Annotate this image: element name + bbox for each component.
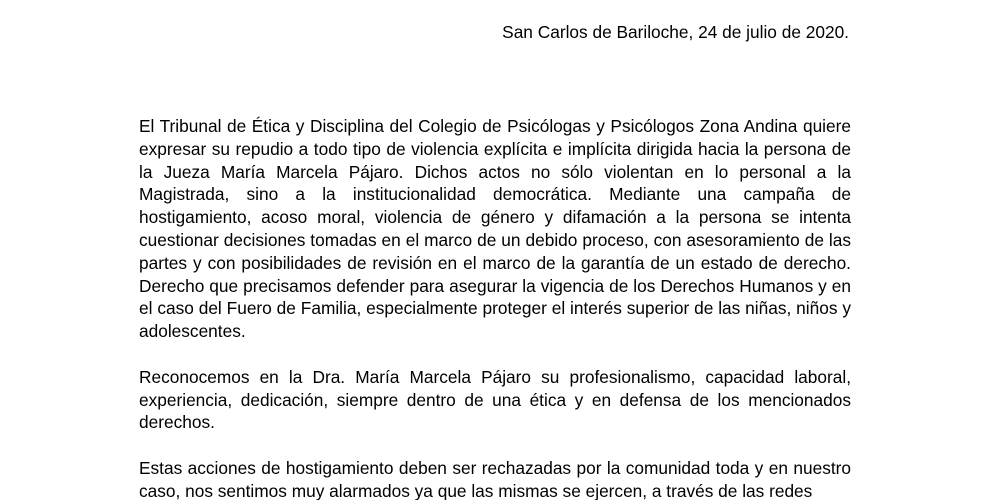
- paragraph-repudio: El Tribunal de Ética y Disciplina del Colegio de Psicólogas y Psicólogos Zona Andina quiere expresar su repudio a todo tipo de violencia explícita e implícita dirigida hacia la persona de la Jueza María Marcela Pájaro. Dichos actos no sólo violentan en lo personal a la Magistrada, sino a la institucionalidad democrática. Mediante una campaña de hostigamiento, acoso moral, violencia de género y difamación a la persona se intenta cuestionar decisiones tomadas en el marco de un debido proceso, con asesoramiento de las partes y con posibilidades de revisión en el marco de la garantía de un estado de derecho. Derecho que precisamos defender para asegurar la vigencia de los Derechos Humanos y en el caso del Fuero de Familia, especialmente proteger el interés superior de las niñas, niños y adolescentes.: [139, 116, 851, 342]
- paragraph-hostigamiento: Estas acciones de hostigamiento deben ser rechazadas por la comunidad toda y en nuestro caso, nos sentimos muy alarmados ya que las mismas se ejercen, a través de las redes: [139, 457, 851, 500]
- date-line: San Carlos de Bariloche, 24 de julio de 2020.: [502, 22, 849, 42]
- document-body: [139, 115, 851, 500]
- paragraph-reconocimiento: Reconocemos en la Dra. María Marcela Pájaro su profesionalismo, capacidad laboral, experiencia, dedicación, siempre dentro de una ética y en defensa de los mencionados derechos.: [139, 366, 851, 433]
